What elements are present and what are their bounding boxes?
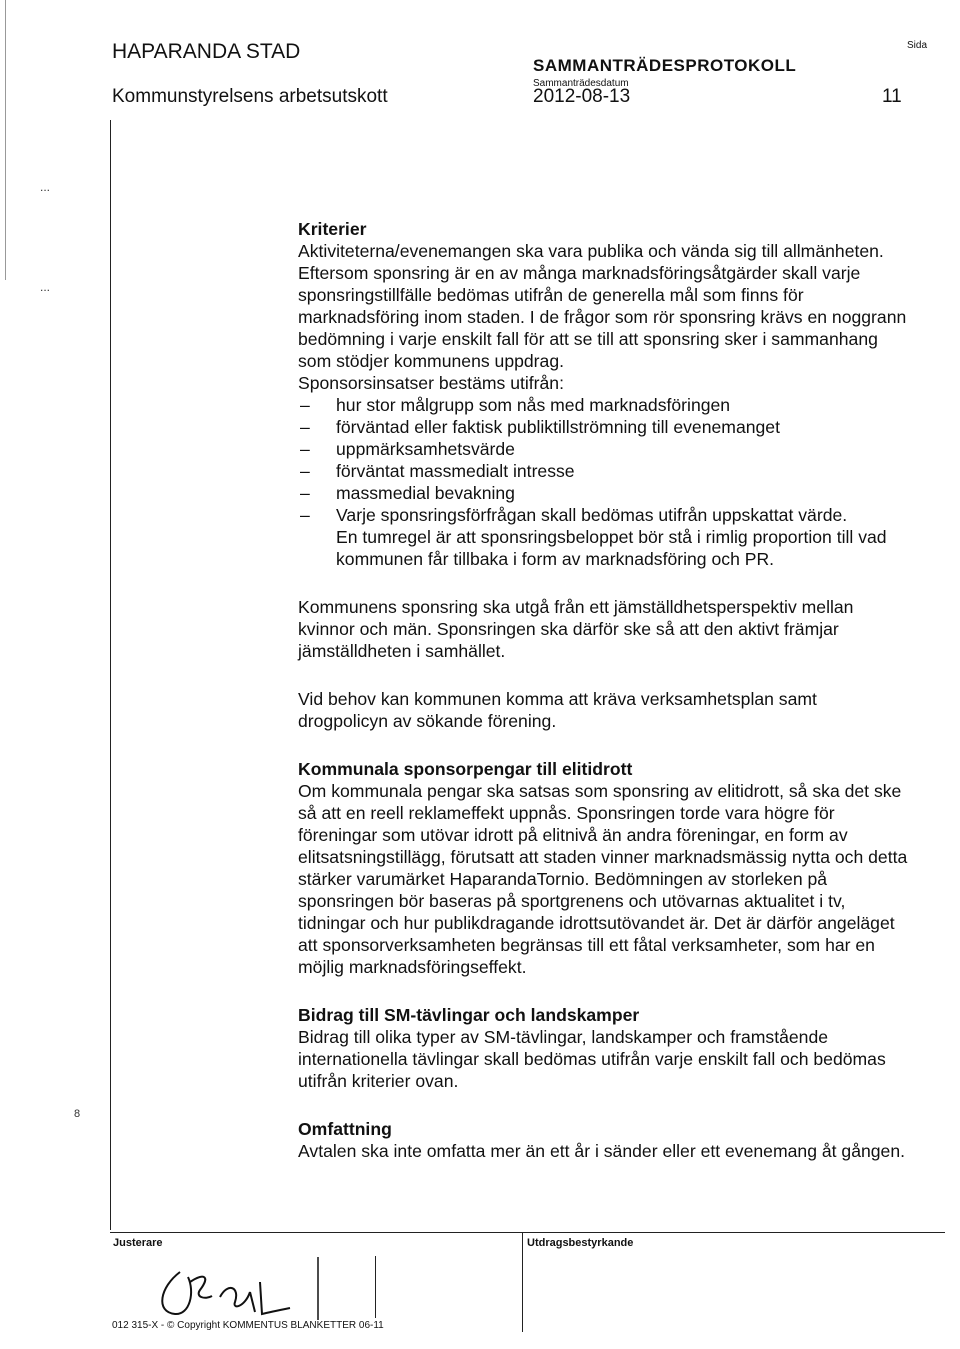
list-item: – hur stor målgrupp som nås med marknadsföringen xyxy=(298,394,910,416)
page-label: Sida xyxy=(907,40,928,51)
scan-edge-line xyxy=(5,0,6,280)
form-code: 012 315-X - © Copyright KOMMENTUS BLANKETTER 06-11 xyxy=(112,1320,384,1331)
justerare-label: Justerare xyxy=(113,1237,163,1249)
utdragsbestyrkande-label: Utdragsbestyrkande xyxy=(527,1237,634,1249)
heading-kriterier: Kriterier xyxy=(298,219,367,239)
paragraph-omfattning: Avtalen ska inte omfatta mer än ett år i sänder eller ett evenemang åt gången. xyxy=(298,1141,906,1161)
document-title: SAMMANTRÄDESPROTOKOLL xyxy=(533,56,797,75)
margin-dots-top: ... xyxy=(40,180,51,194)
heading-omfattning: Omfattning xyxy=(298,1119,392,1139)
paragraph-verksamhetsplan: Vid behov kan kommunen komma att kräva verksamhetsplan samt drogpolicyn av sökande förening. xyxy=(298,689,817,731)
committee-name: Kommunstyrelsens arbetsutskott xyxy=(112,86,388,107)
heading-elitidrott: Kommunala sponsorpengar till elitidrott xyxy=(298,759,633,779)
date-label: Sammanträdesdatum xyxy=(533,78,629,89)
list-item: – förväntat massmedialt intresse xyxy=(298,460,910,482)
rule-of-thumb: En tumregel är att sponsringsbeloppet bör stå i rimlig proportion till vad kommunen får tillbaka i form av marknadsföring och PR. xyxy=(336,527,887,569)
paragraph-kriterier: Aktiviteterna/evenemangen ska vara publika och vända sig till allmänheten. Eftersom sponsring är en av många marknadsföringsåtgärder skall varje sponsringstillfälle bedömas utifrån de generella mål som finns för marknadsföring inom staden. I de frågor som rör sponsring krävs en noggrann bedömning i varje enskilt fall för att se till att sponsring sker i sammanhang som stödjer kommunens uppdrag. xyxy=(298,241,907,371)
heading-sm-tavlingar: Bidrag till SM-tävlingar och landskamper xyxy=(298,1005,640,1025)
paragraph-sm-tavlingar: Bidrag till olika typer av SM-tävlingar, landskamper och framstående internationella tävlingar skall bedömas utifrån varje enskilt fall och bedömas utifrån kriterier ovan. xyxy=(298,1027,886,1091)
signature-box-line xyxy=(375,1256,376,1318)
margin-page-ref: 8 xyxy=(74,1108,81,1120)
footer-top-line xyxy=(110,1232,945,1233)
list-intro: Sponsorsinsatser bestäms utifrån: xyxy=(298,373,564,393)
organization-name: HAPARANDA STAD xyxy=(112,40,301,63)
footer-divider-line xyxy=(522,1232,523,1332)
list-item: – Varje sponsringsförfrågan skall bedömas utifrån uppskattat värde. xyxy=(298,504,910,526)
list-item: – uppmärksamhetsvärde xyxy=(298,438,910,460)
left-margin-line xyxy=(110,120,111,1230)
list-item: – förväntad eller faktisk publiktillströmning till evenemanget xyxy=(298,416,910,438)
paragraph-elitidrott: Om kommunala pengar ska satsas som sponsring av elitidrott, så ska det ske så att en reell reklameffekt uppnås. Sponsringen torde vara högre för föreningar som utövar idrott på elitnivå än andra föreningar, en form av elitsatsningstillägg, förutsatt att staden vinner marknadsmässig nytta och detta stärker varumärket HaparandaTornio. Bedömningen av storleken på sponsringen bör baseras på sportgrenens och utövarnas aktualitet i tv, tidningar och hur publikdragande idrottsutövandet är. Det är därför angeläget att sponsorverksamheten begränsas till ett fåtal verksamheter, som har en möjlig marknadsföringseffekt. xyxy=(298,781,908,977)
list-item: – massmedial bevakning xyxy=(298,482,910,504)
page-number: 11 xyxy=(882,86,902,107)
document-body xyxy=(298,218,910,1162)
meeting-date: 2012-08-13 xyxy=(533,86,631,107)
paragraph-jamstalldhet: Kommunens sponsring ska utgå från ett jämställdhetsperspektiv mellan kvinnor och män. Sponsringen ska därför ske så att den aktivt främjar jämställdheten i samhället. xyxy=(298,597,854,661)
criteria-list xyxy=(298,394,910,526)
margin-dots-mid: ... xyxy=(40,280,51,294)
